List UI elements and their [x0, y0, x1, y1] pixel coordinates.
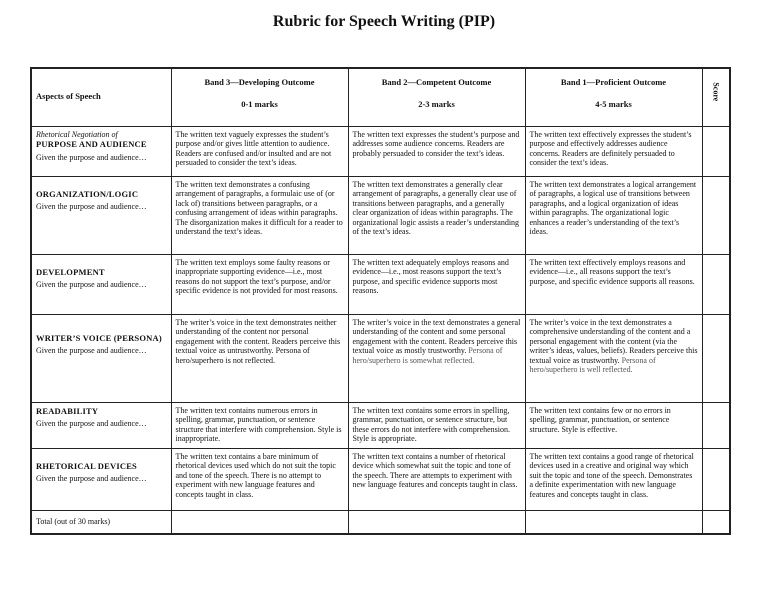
score-header: [702, 68, 730, 126]
aspect-cell: [31, 176, 171, 254]
score-cell[interactable]: [702, 126, 730, 176]
band2-cell: The written text demonstrates a generally clear arrangement of paragraphs, a generally clear use of transitions between paragraphs, and a generally clear organization of ideas within paragraphs. The organizational logic assists a reader’s understanding of the text’s ideas.: [348, 176, 525, 254]
total-label: Total (out of 30 marks): [31, 510, 171, 534]
band1-cell: The written text contains a good range of rhetorical devices used in a creative and original way which suit the topic and tone of the speech. Demonstrates a definite experimentation with new language features and concepts taught in class.: [525, 448, 702, 510]
band3-cell: The written text contains numerous errors in spelling, grammar, punctuation, or sentence structure that interfere with comprehension. Style is inappropriate.: [171, 402, 348, 448]
band1-cell: The written text demonstrates a logical arrangement of paragraphs, a logical use of transitions between paragraphs, and a logical organization of ideas within paragraphs. The organizational logic enhances a reader’s understanding of the text’s ideas.: [525, 176, 702, 254]
band1-cell: The written text effectively employs reasons and evidence—i.e., all reasons support the text’s purpose, and specific evidence supports all reasons.: [525, 254, 702, 314]
band1-header: [525, 68, 702, 126]
band2-cell: The written text contains some errors in spelling, grammar, punctuation, or sentence structure, but these errors do not interfere with comprehension. Style is appropriate.: [348, 402, 525, 448]
band2-text: The writer’s voice in the text demonstrates a general understanding of the content and some personal engagement with the content. Readers perceive this textual voice as mostly trustworthy.: [352, 317, 521, 356]
aspect-given: Given the purpose and audience…: [36, 346, 147, 356]
band1-title: Band 1—Proficient Outcome: [560, 77, 667, 87]
band2-marks: 2-3 marks: [418, 98, 455, 109]
band3-title: Band 3—Developing Outcome: [204, 77, 315, 87]
table-row: [31, 448, 730, 510]
total-band2-cell: [348, 510, 525, 534]
band1-persona-note: Persona of hero/superhero is well reflected.: [529, 355, 656, 375]
score-cell[interactable]: [702, 176, 730, 254]
band2-cell: The written text contains a number of rhetorical device which somewhat suit the topic and tone of the speech. There are attempts to experiment with new language features and concepts taught in class.: [348, 448, 525, 510]
band2-title: Band 2—Competent Outcome: [381, 77, 492, 87]
table-row: [31, 314, 730, 402]
table-row: [31, 126, 730, 176]
band1-marks: 4-5 marks: [595, 98, 632, 109]
aspect-given: Given the purpose and audience…: [36, 152, 147, 162]
aspect-cell: [31, 314, 171, 402]
band3-marks: 0-1 marks: [241, 98, 278, 109]
aspect-name: READABILITY: [36, 405, 99, 416]
band1-text: The writer’s voice in the text demonstrates a comprehensive understanding of the content and a personal engagement with the content (via the writer’s ideas, values, beliefs). Readers perceive this textual voice as trustworthy.: [529, 317, 698, 365]
total-band3-cell: [171, 510, 348, 534]
rubric-table: [30, 67, 731, 535]
table-row: [31, 254, 730, 314]
aspect-cell: [31, 448, 171, 510]
aspect-prefix: Rhetorical Negotiation of: [36, 129, 118, 139]
aspect-given: Given the purpose and audience…: [36, 474, 147, 484]
aspect-given: Given the purpose and audience…: [36, 419, 147, 429]
band2-header: [348, 68, 525, 126]
score-cell[interactable]: [702, 254, 730, 314]
total-row: [31, 510, 730, 534]
band3-cell: The written text employs some faulty reasons or inappropriate supporting evidence—i.e., most reasons do not support the text’s purpose, and/or specific evidence is not provided for most reasons.: [171, 254, 348, 314]
band3-header: [171, 68, 348, 126]
score-cell[interactable]: [702, 448, 730, 510]
band2-cell: [348, 314, 525, 402]
aspect-name: ORGANIZATION/LOGIC: [36, 188, 139, 199]
aspects-header: Aspects of Speech: [31, 68, 171, 126]
aspect-cell: [31, 126, 171, 176]
aspect-given: Given the purpose and audience…: [36, 280, 147, 290]
aspect-name: RHETORICAL DEVICES: [36, 460, 137, 471]
band1-cell: [525, 314, 702, 402]
band2-cell: The written text expresses the student’s purpose and addresses some audience concerns. Readers are probably persuaded to consider the text’s ideas.: [348, 126, 525, 176]
band1-cell: The written text contains few or no errors in spelling, grammar, punctuation, or sentence structure. Style is effective.: [525, 402, 702, 448]
aspect-given: Given the purpose and audience…: [36, 202, 147, 212]
band3-cell: The written text demonstrates a confusing arrangement of paragraphs, a formulaic use of (or lack of) transitions between paragraphs, or a confusing arrangement of ideas within paragraphs. The disorganization makes it difficult for a reader to understand the text’s ideas.: [171, 176, 348, 254]
band2-persona-note: Persona of hero/superhero is somewhat reflected.: [352, 346, 503, 365]
aspect-name: PURPOSE AND AUDIENCE: [36, 139, 147, 150]
aspect-name: DEVELOPMENT: [36, 266, 105, 277]
aspect-cell: [31, 402, 171, 448]
band2-cell: The written text adequately employs reasons and evidence—i.e., most reasons support the text’s purpose, and specific evidence supports most reasons.: [348, 254, 525, 314]
header-row: [31, 68, 730, 126]
score-cell[interactable]: [702, 314, 730, 402]
score-cell[interactable]: [702, 402, 730, 448]
table-row: [31, 402, 730, 448]
band3-cell: The writer’s voice in the text demonstrates neither understanding of the content nor personal engagement with the content. Readers perceive this textual voice as untrustworthy. Persona of hero/superhero is not reflected.: [171, 314, 348, 402]
total-score-cell[interactable]: [702, 510, 730, 534]
band1-cell: The written text effectively expresses the student’s purpose and effectively addresses audience concerns. Readers are definitely persuaded to consider the text’s ideas.: [525, 126, 702, 176]
score-label: Score: [711, 82, 721, 102]
total-band1-cell: [525, 510, 702, 534]
document-title: Rubric for Speech Writing (PIP): [272, 13, 496, 30]
band3-cell: The written text contains a bare minimum of rhetorical devices used which do not suit the topic and tone of the speech. There is no attempt to experiment with new language features and concepts taught in class.: [171, 448, 348, 510]
aspect-name: WRITER’S VOICE (PERSONA): [36, 332, 162, 343]
band3-cell: The written text vaguely expresses the student’s purpose and/or gives little attention to audience. Readers are confused and/or insulted and are not persuaded to consider the text’s ideas.: [171, 126, 348, 176]
aspect-cell: [31, 254, 171, 314]
table-row: [31, 176, 730, 254]
